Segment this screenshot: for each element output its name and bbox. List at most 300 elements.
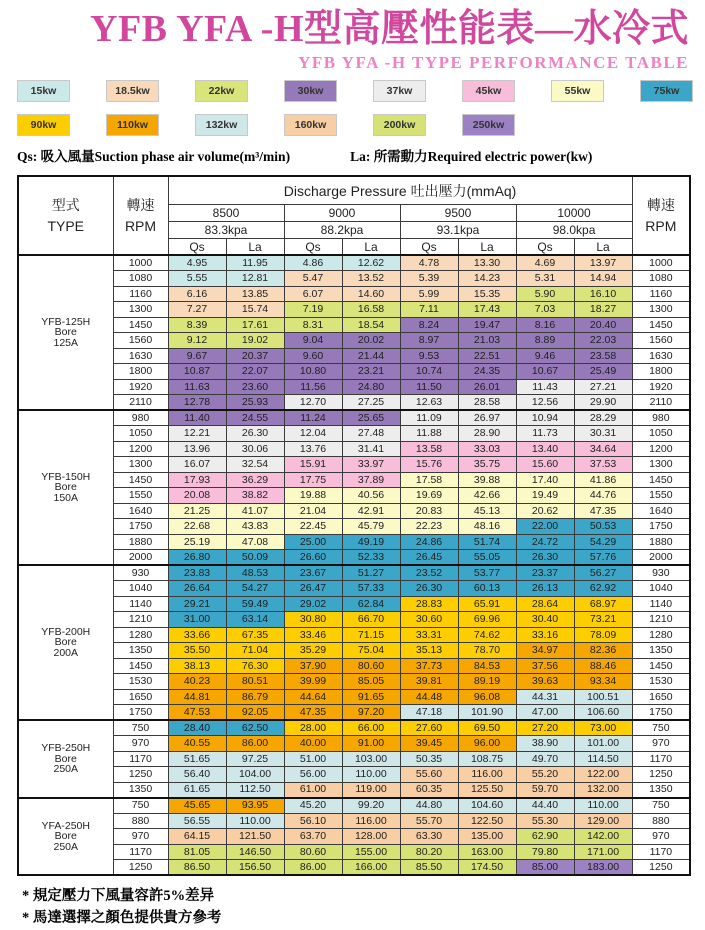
rpm-cell-left: 1530 — [113, 674, 168, 690]
qs-value-cell: 17.40 — [516, 472, 574, 488]
la-value-cell: 39.88 — [458, 472, 516, 488]
rpm-cell-left: 1640 — [113, 503, 168, 519]
la-value-cell: 24.80 — [342, 379, 400, 395]
la-value-cell: 128.00 — [342, 829, 400, 845]
la-value-cell: 96.08 — [458, 689, 516, 705]
la-value-cell: 28.58 — [458, 395, 516, 411]
qs-value-cell: 21.25 — [168, 503, 226, 519]
la-value-cell: 125.50 — [458, 782, 516, 798]
la-value-cell: 12.81 — [226, 271, 284, 287]
qs-value-cell: 5.39 — [400, 271, 458, 287]
rpm-cell-left: 1250 — [113, 767, 168, 783]
table-row — [18, 798, 690, 814]
la-value-cell: 18.27 — [574, 302, 632, 318]
legend-swatch-110kw: 110kw — [106, 114, 159, 136]
la-value-cell: 112.50 — [226, 782, 284, 798]
rpm-cell-left: 1050 — [113, 426, 168, 442]
la-value-cell: 24.55 — [226, 410, 284, 426]
qs-value-cell: 17.58 — [400, 472, 458, 488]
la-value-cell: 50.53 — [574, 519, 632, 535]
table-row — [18, 813, 690, 829]
qs-value-cell: 40.23 — [168, 674, 226, 690]
qs-value-cell: 7.19 — [284, 302, 342, 318]
qs-value-cell: 33.66 — [168, 627, 226, 643]
la-value-cell: 31.41 — [342, 441, 400, 457]
table-row — [18, 488, 690, 504]
rpm-cell-right: 1200 — [632, 441, 690, 457]
qs-value-cell: 9.53 — [400, 348, 458, 364]
table-row — [18, 550, 690, 566]
qs-value-cell: 11.88 — [400, 426, 458, 442]
qs-value-cell: 85.50 — [400, 860, 458, 876]
table-row — [18, 720, 690, 736]
qs-value-cell: 44.81 — [168, 689, 226, 705]
la-value-cell: 84.53 — [458, 658, 516, 674]
la-value-cell: 33.97 — [342, 457, 400, 473]
table-row — [18, 426, 690, 442]
qs-value-cell: 8.89 — [516, 333, 574, 349]
qs-value-cell: 28.83 — [400, 596, 458, 612]
qs-value-cell: 13.58 — [400, 441, 458, 457]
la-value-cell: 22.51 — [458, 348, 516, 364]
la-value-cell: 16.58 — [342, 302, 400, 318]
la-value-cell: 41.07 — [226, 503, 284, 519]
rpm-cell-right: 980 — [632, 410, 690, 426]
la-value-cell: 80.51 — [226, 674, 284, 690]
qs-value-cell: 44.40 — [516, 798, 574, 814]
qs-value-cell: 35.50 — [168, 643, 226, 659]
qs-value-cell: 55.60 — [400, 767, 458, 783]
table-row — [18, 286, 690, 302]
la-value-cell: 21.03 — [458, 333, 516, 349]
la-value-cell: 174.50 — [458, 860, 516, 876]
legend-swatch-75kw: 75kw — [640, 80, 693, 102]
footnote-tolerance: * 規定壓力下風量容許5%差异 — [22, 888, 215, 904]
la-value-cell: 55.05 — [458, 550, 516, 566]
pressure-kpa-header: 93.1kpa — [400, 222, 516, 239]
la-value-cell: 49.19 — [342, 534, 400, 550]
pressure-mmaq-header: 9500 — [400, 205, 516, 222]
qs-value-cell: 26.47 — [284, 581, 342, 597]
qs-value-cell: 9.46 — [516, 348, 574, 364]
qs-header: Qs — [516, 239, 574, 256]
rpm-cell-left: 970 — [113, 736, 168, 752]
qs-value-cell: 8.97 — [400, 333, 458, 349]
qs-value-cell: 63.30 — [400, 829, 458, 845]
la-value-cell: 54.27 — [226, 581, 284, 597]
rpm-column-header-left — [113, 176, 168, 255]
la-value-cell: 132.00 — [574, 782, 632, 798]
footnotes — [17, 886, 689, 930]
la-value-cell: 74.62 — [458, 627, 516, 643]
la-value-cell: 146.50 — [226, 844, 284, 860]
qs-value-cell: 79.80 — [516, 844, 574, 860]
table-row — [18, 255, 690, 271]
rpm-cell-right: 1650 — [632, 689, 690, 705]
rpm-cell-right: 1000 — [632, 255, 690, 271]
rpm-cell-left: 1040 — [113, 581, 168, 597]
qs-value-cell: 9.12 — [168, 333, 226, 349]
la-value-cell: 34.64 — [574, 441, 632, 457]
table-row — [18, 565, 690, 581]
la-value-cell: 19.02 — [226, 333, 284, 349]
qs-value-cell: 15.91 — [284, 457, 342, 473]
la-value-cell: 29.90 — [574, 395, 632, 411]
qs-value-cell: 19.88 — [284, 488, 342, 504]
rpm-cell-left: 1630 — [113, 348, 168, 364]
qs-value-cell: 13.76 — [284, 441, 342, 457]
la-value-cell: 62.50 — [226, 720, 284, 736]
la-value-cell: 53.77 — [458, 565, 516, 581]
rpm-cell-right: 1550 — [632, 488, 690, 504]
la-value-cell: 66.00 — [342, 720, 400, 736]
performance-table — [17, 175, 691, 876]
la-value-cell: 41.86 — [574, 472, 632, 488]
la-header: La — [574, 239, 632, 256]
qs-value-cell: 6.07 — [284, 286, 342, 302]
model-cell: YFA-250H Bore 250A — [18, 798, 113, 876]
la-value-cell: 52.33 — [342, 550, 400, 566]
rpm-cell-left: 1300 — [113, 302, 168, 318]
qs-value-cell: 56.55 — [168, 813, 226, 829]
qs-value-cell: 35.13 — [400, 643, 458, 659]
type-column-header — [18, 176, 113, 255]
legend-swatch-30kw: 30kw — [284, 80, 337, 102]
qs-value-cell: 26.64 — [168, 581, 226, 597]
pressure-kpa-header: 83.3kpa — [168, 222, 284, 239]
qs-value-cell: 56.00 — [284, 767, 342, 783]
qs-value-cell: 23.67 — [284, 565, 342, 581]
qs-value-cell: 24.86 — [400, 534, 458, 550]
rpm-cell-right: 1250 — [632, 767, 690, 783]
la-value-cell: 27.48 — [342, 426, 400, 442]
qs-value-cell: 10.67 — [516, 364, 574, 380]
qs-value-cell: 9.67 — [168, 348, 226, 364]
qs-value-cell: 4.95 — [168, 255, 226, 271]
la-header: La — [458, 239, 516, 256]
qs-value-cell: 28.64 — [516, 596, 574, 612]
la-value-cell: 103.00 — [342, 751, 400, 767]
la-value-cell: 163.00 — [458, 844, 516, 860]
la-value-cell: 96.00 — [458, 736, 516, 752]
qs-value-cell: 80.60 — [284, 844, 342, 860]
rpm-cell-right: 970 — [632, 736, 690, 752]
qs-value-cell: 28.00 — [284, 720, 342, 736]
qs-value-cell: 15.76 — [400, 457, 458, 473]
table-row — [18, 271, 690, 287]
la-value-cell: 23.21 — [342, 364, 400, 380]
qs-value-cell: 19.49 — [516, 488, 574, 504]
pressure-mmaq-header: 10000 — [516, 205, 632, 222]
qs-value-cell: 39.81 — [400, 674, 458, 690]
la-value-cell: 28.29 — [574, 410, 632, 426]
rpm-cell-right: 1560 — [632, 333, 690, 349]
qs-value-cell: 61.00 — [284, 782, 342, 798]
model-cell: YFB-200H Bore 200A — [18, 565, 113, 720]
la-value-cell: 116.00 — [458, 767, 516, 783]
qs-value-cell: 39.45 — [400, 736, 458, 752]
rpm-cell-left: 1550 — [113, 488, 168, 504]
rpm-cell-left: 1800 — [113, 364, 168, 380]
qs-value-cell: 50.35 — [400, 751, 458, 767]
qs-value-cell: 16.07 — [168, 457, 226, 473]
discharge-pressure-header: Discharge Pressure 吐出壓力(mmAq) — [168, 176, 632, 205]
qs-value-cell: 27.60 — [400, 720, 458, 736]
qs-value-cell: 7.11 — [400, 302, 458, 318]
qs-value-cell: 5.31 — [516, 271, 574, 287]
la-header: La — [342, 239, 400, 256]
qs-value-cell: 44.48 — [400, 689, 458, 705]
legend-row — [17, 114, 689, 136]
rpm-cell-left: 1750 — [113, 519, 168, 535]
la-value-cell: 20.40 — [574, 317, 632, 333]
rpm-cell-left: 1750 — [113, 705, 168, 721]
la-value-cell: 171.00 — [574, 844, 632, 860]
table-row — [18, 581, 690, 597]
qs-value-cell: 30.40 — [516, 612, 574, 628]
qs-value-cell: 23.37 — [516, 565, 574, 581]
rpm-cell-left: 1350 — [113, 782, 168, 798]
qs-value-cell: 26.13 — [516, 581, 574, 597]
la-value-cell: 56.27 — [574, 565, 632, 581]
rpm-cell-right: 1450 — [632, 658, 690, 674]
qs-value-cell: 49.70 — [516, 751, 574, 767]
qs-value-cell: 12.70 — [284, 395, 342, 411]
rpm-cell-left: 980 — [113, 410, 168, 426]
model-cell: YFB-250H Bore 250A — [18, 720, 113, 798]
la-value-cell: 93.34 — [574, 674, 632, 690]
la-value-cell: 101.90 — [458, 705, 516, 721]
la-value-cell: 110.00 — [342, 767, 400, 783]
la-value-cell: 30.06 — [226, 441, 284, 457]
qs-value-cell: 8.24 — [400, 317, 458, 333]
qs-value-cell: 51.65 — [168, 751, 226, 767]
qs-value-cell: 39.99 — [284, 674, 342, 690]
la-value-cell: 11.95 — [226, 255, 284, 271]
qs-value-cell: 11.56 — [284, 379, 342, 395]
rpm-cell-left: 1450 — [113, 317, 168, 333]
qs-value-cell: 62.90 — [516, 829, 574, 845]
qs-value-cell: 47.00 — [516, 705, 574, 721]
rpm-cell-left: 1250 — [113, 860, 168, 876]
la-value-cell: 36.29 — [226, 472, 284, 488]
la-value-cell: 13.30 — [458, 255, 516, 271]
rpm-cell-left: 750 — [113, 798, 168, 814]
rpm-cell-right: 1750 — [632, 705, 690, 721]
qs-value-cell: 22.68 — [168, 519, 226, 535]
la-value-cell: 48.16 — [458, 519, 516, 535]
rpm-label-zh: 轉速 — [646, 197, 675, 214]
table-row — [18, 829, 690, 845]
la-value-cell: 129.00 — [574, 813, 632, 829]
rpm-cell-left: 1210 — [113, 612, 168, 628]
qs-value-cell: 81.05 — [168, 844, 226, 860]
la-value-cell: 135.00 — [458, 829, 516, 845]
la-value-cell: 62.84 — [342, 596, 400, 612]
qs-value-cell: 35.29 — [284, 643, 342, 659]
rpm-cell-right: 1040 — [632, 581, 690, 597]
rpm-cell-right: 1300 — [632, 302, 690, 318]
legend-swatch-250kw: 250kw — [462, 114, 515, 136]
legend-swatch-160kw: 160kw — [284, 114, 337, 136]
pressure-kpa-header: 98.0kpa — [516, 222, 632, 239]
qs-value-cell: 86.50 — [168, 860, 226, 876]
qs-value-cell: 56.10 — [284, 813, 342, 829]
qs-value-cell: 47.35 — [284, 705, 342, 721]
qs-value-cell: 8.31 — [284, 317, 342, 333]
qs-value-cell: 29.02 — [284, 596, 342, 612]
la-value-cell: 97.25 — [226, 751, 284, 767]
rpm-cell-right: 1160 — [632, 286, 690, 302]
la-value-cell: 62.92 — [574, 581, 632, 597]
rpm-cell-right: 1170 — [632, 844, 690, 860]
la-value-cell: 119.00 — [342, 782, 400, 798]
la-value-cell: 26.97 — [458, 410, 516, 426]
la-value-cell: 88.46 — [574, 658, 632, 674]
rpm-cell-right: 2110 — [632, 395, 690, 411]
table-row — [18, 689, 690, 705]
la-value-cell: 15.74 — [226, 302, 284, 318]
qs-value-cell: 37.56 — [516, 658, 574, 674]
qs-value-cell: 44.80 — [400, 798, 458, 814]
rpm-cell-right: 1170 — [632, 751, 690, 767]
qs-value-cell: 10.80 — [284, 364, 342, 380]
qs-value-cell: 12.78 — [168, 395, 226, 411]
la-value-cell: 13.97 — [574, 255, 632, 271]
qs-value-cell: 15.60 — [516, 457, 574, 473]
la-value-cell: 63.14 — [226, 612, 284, 628]
rpm-cell-right: 1280 — [632, 627, 690, 643]
rpm-cell-left: 1880 — [113, 534, 168, 550]
qs-value-cell: 33.16 — [516, 627, 574, 643]
la-value-cell: 71.04 — [226, 643, 284, 659]
qs-value-cell: 64.15 — [168, 829, 226, 845]
la-value-cell: 110.00 — [574, 798, 632, 814]
qs-value-cell: 5.90 — [516, 286, 574, 302]
la-value-cell: 25.49 — [574, 364, 632, 380]
la-value-cell: 16.10 — [574, 286, 632, 302]
legend-swatch-55kw: 55kw — [551, 80, 604, 102]
rpm-cell-left: 1000 — [113, 255, 168, 271]
qs-value-cell: 11.40 — [168, 410, 226, 426]
table-row — [18, 395, 690, 411]
la-value-cell: 27.25 — [342, 395, 400, 411]
la-value-cell: 19.47 — [458, 317, 516, 333]
rpm-cell-right: 1050 — [632, 426, 690, 442]
rpm-cell-right: 1140 — [632, 596, 690, 612]
la-value-cell: 108.75 — [458, 751, 516, 767]
la-value-cell: 20.37 — [226, 348, 284, 364]
la-value-cell: 14.23 — [458, 271, 516, 287]
qs-value-cell: 45.65 — [168, 798, 226, 814]
la-value-cell: 32.54 — [226, 457, 284, 473]
table-row — [18, 643, 690, 659]
table-row — [18, 782, 690, 798]
qs-value-cell: 11.24 — [284, 410, 342, 426]
la-value-cell: 89.19 — [458, 674, 516, 690]
table-row — [18, 674, 690, 690]
qs-value-cell: 5.55 — [168, 271, 226, 287]
la-value-cell: 57.33 — [342, 581, 400, 597]
la-value-cell: 73.21 — [574, 612, 632, 628]
la-value-cell: 104.60 — [458, 798, 516, 814]
la-value-cell: 21.44 — [342, 348, 400, 364]
la-value-cell: 42.91 — [342, 503, 400, 519]
la-value-cell: 78.70 — [458, 643, 516, 659]
unit-notes — [17, 145, 689, 165]
rpm-cell-right: 1450 — [632, 317, 690, 333]
la-value-cell: 40.56 — [342, 488, 400, 504]
qs-value-cell: 59.70 — [516, 782, 574, 798]
rpm-cell-left: 970 — [113, 829, 168, 845]
qs-value-cell: 40.00 — [284, 736, 342, 752]
rpm-column-header-right — [632, 176, 690, 255]
qs-value-cell: 4.78 — [400, 255, 458, 271]
qs-value-cell: 7.03 — [516, 302, 574, 318]
qs-value-cell: 26.30 — [400, 581, 458, 597]
la-value-cell: 17.61 — [226, 317, 284, 333]
rpm-cell-left: 1170 — [113, 751, 168, 767]
table-row — [18, 534, 690, 550]
rpm-cell-right: 1800 — [632, 364, 690, 380]
qs-value-cell: 11.63 — [168, 379, 226, 395]
qs-value-cell: 40.55 — [168, 736, 226, 752]
la-value-cell: 85.05 — [342, 674, 400, 690]
qs-value-cell: 24.72 — [516, 534, 574, 550]
la-value-cell: 91.00 — [342, 736, 400, 752]
la-value-cell: 97.20 — [342, 705, 400, 721]
la-value-cell: 22.07 — [226, 364, 284, 380]
la-value-cell: 99.20 — [342, 798, 400, 814]
table-row — [18, 333, 690, 349]
table-row — [18, 457, 690, 473]
la-value-cell: 51.74 — [458, 534, 516, 550]
rpm-cell-left: 1300 — [113, 457, 168, 473]
table-row — [18, 658, 690, 674]
qs-value-cell: 12.56 — [516, 395, 574, 411]
qs-value-cell: 80.20 — [400, 844, 458, 860]
qs-value-cell: 20.83 — [400, 503, 458, 519]
rpm-cell-right: 1450 — [632, 472, 690, 488]
type-label-en: TYPE — [47, 217, 85, 234]
qs-value-cell: 60.35 — [400, 782, 458, 798]
qs-header: Qs — [284, 239, 342, 256]
la-value-cell: 14.60 — [342, 286, 400, 302]
qs-value-cell: 10.74 — [400, 364, 458, 380]
table-row — [18, 596, 690, 612]
la-value-cell: 22.03 — [574, 333, 632, 349]
rpm-cell-right: 750 — [632, 720, 690, 736]
rpm-cell-right: 1880 — [632, 534, 690, 550]
rpm-cell-right: 1350 — [632, 782, 690, 798]
qs-value-cell: 11.09 — [400, 410, 458, 426]
qs-value-cell: 22.23 — [400, 519, 458, 535]
la-value-cell: 156.50 — [226, 860, 284, 876]
qs-value-cell: 55.20 — [516, 767, 574, 783]
la-value-cell: 69.50 — [458, 720, 516, 736]
la-value-cell: 86.00 — [226, 736, 284, 752]
la-value-cell: 59.49 — [226, 596, 284, 612]
la-value-cell: 26.30 — [226, 426, 284, 442]
rpm-label-zh: 轉速 — [126, 197, 155, 214]
table-row — [18, 379, 690, 395]
la-value-cell: 122.00 — [574, 767, 632, 783]
rpm-cell-right: 1640 — [632, 503, 690, 519]
legend-swatch-15kw: 15kw — [17, 80, 70, 102]
rpm-cell-left: 1920 — [113, 379, 168, 395]
page-title: YFB YFA -H型高壓性能表—水冷式 — [90, 8, 689, 50]
la-value-cell: 48.53 — [226, 565, 284, 581]
